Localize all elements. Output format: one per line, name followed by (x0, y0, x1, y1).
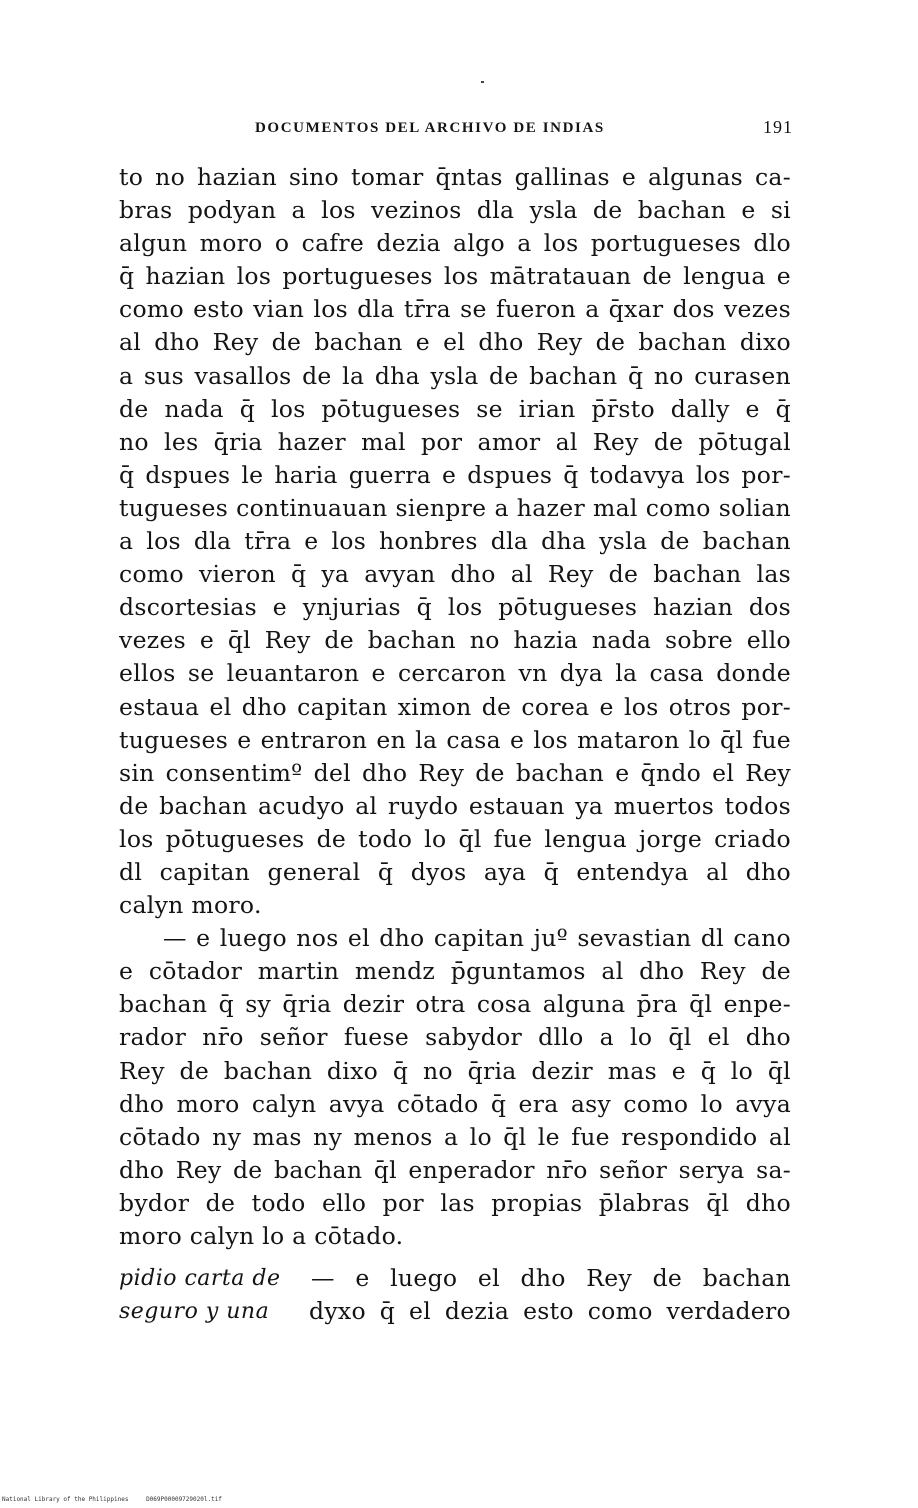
text-line: tugueses continuauan sienpre a hazer mal como solian (119, 493, 791, 522)
margin-row (119, 1262, 791, 1295)
scan-speck (481, 81, 484, 83)
text-line: q̄ dspues le haria guerra e dspues q̄ todavya los por- (119, 460, 791, 489)
text-line: estaua el dho capitan ximon de corea e los otros por- (119, 692, 791, 721)
margin-note: seguro y una (119, 1299, 270, 1325)
text-line: moro calyn lo a cōtado. (119, 1222, 404, 1250)
text-line: bras podyan a los vezinos dla ysla de bachan e si (119, 196, 791, 225)
margin-note: pidio carta de (119, 1266, 281, 1291)
text-line: rador nr̄o señor fuese sabydor dllo a lo q̄l el dho (119, 1023, 791, 1052)
body-text (119, 161, 791, 1253)
running-title: DOCUMENTOS DEL ARCHIVO DE INDIAS (255, 120, 605, 136)
margin-note-block (119, 1262, 791, 1328)
text-line: Rey de bachan dixo q̄ no q̄ria dezir mas e q̄ lo q̄l (119, 1056, 791, 1085)
text-line: dscortesias e ynjurias q̄ los pōtugueses hazian dos (119, 593, 791, 622)
text-line: como vieron q̄ ya avyan dho al Rey de bachan las (119, 560, 791, 589)
text-line: como esto vian los dla tr̄ra se fueron a q̄xar dos vezes (119, 295, 791, 324)
text-line: a los dla tr̄ra e los honbres dla dha ysla de bachan (119, 527, 791, 556)
text-line: de nada q̄ los pōtugueses se irian p̄r̄sto dally e q̄ (119, 394, 791, 423)
text-line: los pōtugueses de todo lo q̄l fue lengua jorge criado (119, 824, 791, 853)
footer-library: National Library of the Philippines (2, 1496, 129, 1503)
text-line: bachan q̄ sy q̄ria dezir otra cosa alguna p̄ra q̄l enpe- (119, 990, 791, 1019)
text-line: — e luego nos el dho capitan juº sevastian dl cano (163, 924, 791, 953)
text-line: dyxo q̄ el dezia esto como verdadero (309, 1297, 791, 1326)
text-line: bydor de todo ello por las propias p̄labras q̄l dho (119, 1188, 791, 1217)
page-number: 191 (763, 117, 793, 137)
text-line: vezes e q̄l Rey de bachan no hazia nada sobre ello (119, 626, 791, 655)
text-line: algun moro o cafre dezia algo a los portugueses dlo (119, 229, 791, 258)
text-line: — e luego el dho Rey de bachan (311, 1264, 791, 1292)
text-line: cōtado ny mas ny menos a lo q̄l le fue respondido al (119, 1122, 791, 1151)
text-line: e cōtador martin mendz p̄guntamos al dho Rey de (119, 957, 791, 986)
text-line: dho Rey de bachan q̄l enperador nr̄o señor serya sa- (119, 1155, 791, 1184)
text-line: a sus vasallos de la dha ysla de bachan q̄ no curasen (119, 361, 791, 390)
text-line: sin consentimº del dho Rey de bachan e q̄ndo el Rey (119, 758, 791, 787)
text-line: ellos se leuantaron e cercaron vn dya la casa donde (119, 659, 791, 688)
footer-file-code: D069P00009729020l.tif (146, 1496, 222, 1503)
text-line: dho moro calyn avya cōtado q̄ era asy como lo avya (119, 1089, 791, 1118)
text-line: calyn moro. (119, 891, 262, 920)
text-line: dl capitan general q̄ dyos aya q̄ entendya al dho (119, 857, 791, 886)
margin-row (119, 1295, 791, 1328)
text-line: tugueses e entraron en la casa e los mataron lo q̄l fue (119, 725, 791, 754)
scan-footer (2, 1496, 222, 1503)
text-line: q̄ hazian los portugueses los mātratauan de lengua e (119, 262, 791, 291)
text-line: to no hazian sino tomar q̄ntas gallinas e algunas ca- (119, 163, 791, 191)
text-line: al dho Rey de bachan e el dho Rey de bachan dixo (119, 328, 791, 357)
text-line: no les q̄ria hazer mal por amor al Rey de pōtugal (119, 427, 791, 456)
text-line: de bachan acudyo al ruydo estauan ya muertos todos (119, 791, 791, 820)
